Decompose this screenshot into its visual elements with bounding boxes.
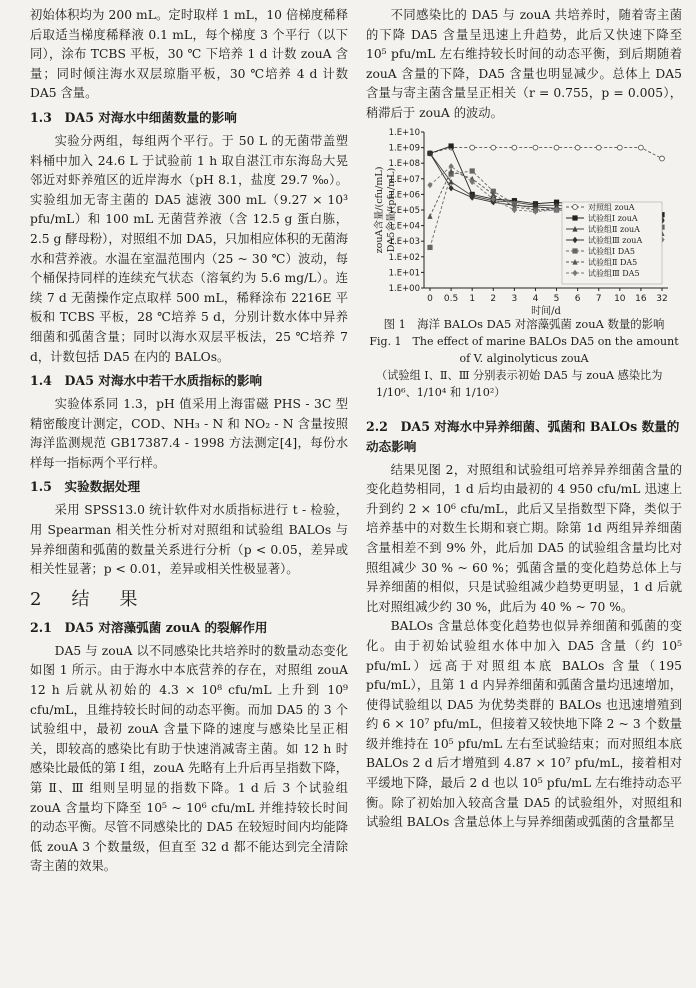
legend-label: 试验组Ⅰ DA5: [588, 246, 635, 256]
data-point: [427, 213, 432, 219]
data-point: [427, 244, 432, 249]
data-point: [448, 143, 453, 148]
data-point: [448, 163, 453, 169]
y-tick-label: 1.E+07: [388, 174, 420, 185]
figure-1-chart: [366, 124, 682, 316]
legend-label: 试验组Ⅲ DA5: [588, 268, 640, 278]
data-point: [617, 145, 622, 150]
y-tick-label: 1.E+00: [388, 283, 420, 294]
y-tick-label: 1.E+02: [388, 252, 420, 263]
right-column: [366, 6, 682, 833]
data-point: [470, 145, 475, 150]
section-1-3-heading: 1.3 DA5 对海水中细菌数量的影响: [30, 109, 237, 125]
legend-label: 对照组 zouA: [588, 202, 635, 212]
section-1-4-body: 实验体系同 1.3，pH 值采用上海雷磁 PHS - 3C 型精密酸度计测定，COD、NH₃ - N 和 NO₂ - N 含量按照海洋监测规范 GB17387.4 - 1998 方法测定[4]，每份水样每一指标两个平行样。: [30, 397, 348, 470]
y-tick-label: 1.E+01: [388, 267, 420, 278]
x-tick-label: 0: [427, 293, 433, 304]
section-2-2-heading: 2.2 DA5 对海水中异养细菌、弧菌和 BALOs 数量的动态影响: [366, 418, 680, 454]
x-axis-title: 时间/d: [531, 305, 561, 316]
section-1-5-body: 采用 SPSS13.0 统计软件对水质指标进行 t - 检验，用 Spearman 相关性分析对对照组和试验组 BALOs 与异养细菌和弧菌的数量关系进行分析（p < 0.05，差异或相关性显著；p < 0.01，差异或相关性极显著）。: [30, 503, 348, 577]
data-point: [470, 168, 475, 173]
legend-label: 试验组Ⅱ zouA: [588, 224, 640, 234]
x-tick-label: 1: [469, 293, 476, 304]
y-tick-label: 1.E+05: [388, 205, 420, 216]
x-tick-label: 0.5: [443, 293, 459, 304]
data-point: [512, 206, 517, 212]
section-1-3-body: 实验分两组，每组两个平行。于 50 L 的无菌带盖塑料桶中加入 24.6 L 于试验前 1 h 取自湛江市东海岛大晃邻近对虾养殖区的近岸海水（pH 8.1，盐度 29.7 ‰）。实验组加无寄主菌的 DA5 滤液 300 mL（9.27 × 10³ pfu/mL）和 100 mL 无菌营养液（含 12.5 g 蛋白胨，2.5 g 酵母粉），对照组不加 DA5，只加相应体积的无菌海水和营养液。水温在室温范围内（25 ~ 30 ℃）波动，每个桶保持同样的连续充气状态（溶氧约为 5.6 mg/L）。连续 7 d 无菌操作定点取样 500 mL，稀释涂布 2216E 平板和 TCBS 平板，28 ℃培养 5 d，分别计数水体中异养细菌和弧菌含量；同时以海水双层平板法，25 ℃培养 7 d，计数包括 DA5 在内的 BALOs。: [30, 133, 348, 364]
data-point: [575, 145, 580, 150]
results-heading: 2 结 果: [30, 588, 144, 610]
x-tick-label: 6: [574, 293, 581, 304]
data-point: [533, 145, 538, 150]
dynamics-paragraph: 不同感染比的 DA5 与 zouA 共培养时，随着寄主菌的下降 DA5 含量呈迅速上升趋势，此后又快速下降至 10⁵ pfu/mL 左右维持较长时间的动态平衡，到后期随着 zouA 含量的下降，DA5 含量也明显减少。总体上 DA5 含量与寄主菌含量呈正相关（r = 0.755，p = 0.005），稍滞后于 zouA 的波动。: [366, 8, 682, 120]
legend-marker: [572, 215, 577, 220]
section-1-4-heading: 1.4 DA5 对海水中若干水质指标的影响: [30, 373, 263, 389]
data-point: [427, 181, 432, 187]
y-tick-label: 1.E+08: [388, 158, 420, 169]
y-tick-label: 1.E+09: [388, 143, 420, 154]
x-tick-label: 10: [614, 293, 626, 304]
data-point: [596, 145, 601, 150]
legend-label: 试验组Ⅰ zouA: [588, 213, 638, 223]
y-axis-title: zouA含量/(cfu/mL)DA5含量/(pfu/mL): [374, 166, 397, 253]
data-point: [639, 145, 644, 150]
data-point: [512, 145, 517, 150]
legend-label: 试验组Ⅱ DA5: [588, 257, 638, 267]
figure-1: [366, 124, 682, 401]
section-1-5-heading: 1.5 实验数据处理: [30, 479, 141, 495]
section-2-2-body-a: 结果见图 2，对照组和试验组可培养异养细菌含量的变化趋势相同，1 d 后均由最初的 4 950 cfu/mL 迅速上升到约 2 × 10⁶ cfu/mL，此后又呈指数型下降，类似于培养基中的对数生长期和衰亡期。除第 1d 两组异养细菌含量相差不到 9% 外，此后加 DA5 的试验组含量均比对照组减少 30 % ~ 60 %；弧菌含量的变化趋势总体上与异养细菌的相似，只是试验组减少趋势更明显，1 d 后就比对照组减少约 30 %，此后为 40 % ~ 70 %。: [366, 462, 682, 614]
legend-label: 试验组Ⅲ zouA: [588, 235, 643, 245]
data-point: [660, 156, 665, 161]
x-tick-label: 4: [532, 293, 539, 304]
figure-1-caption-en: Fig. 1 The effect of marine BALOs DA5 on the amount of V. alginolyticus zouA: [369, 334, 679, 365]
series-line-1: [430, 147, 662, 158]
data-point: [470, 178, 475, 184]
figure-1-caption-cn: 图 1 海洋 BALOs DA5 对溶藻弧菌 zouA 数量的影响: [383, 316, 665, 331]
x-tick-label: 2: [490, 293, 497, 304]
figure-1-note: （试验组 Ⅰ、Ⅱ、Ⅲ 分别表示初始 DA5 与 zouA 感染比为 1/10⁶、1/10⁴ 和 1/10²）: [376, 368, 663, 399]
legend-marker: [573, 204, 578, 209]
x-tick-label: 5: [553, 293, 560, 304]
intro-paragraph: 初始体积均为 200 mL。定时取样 1 mL，10 倍梯度稀释后取适当梯度稀释液 0.1 mL，每个梯度 3 个平行（以下同），涂布 TCBS 平板，30 ℃ 下培养 1 d 计数 zouA 含量；同时倾注海水双层琼脂平板，30 ℃培养 4 d 计数 DA5 含量。: [30, 8, 348, 101]
x-tick-label: 16: [635, 293, 647, 304]
x-tick-label: 7: [595, 293, 602, 304]
legend-marker: [572, 248, 577, 253]
section-2-2-body-b: BALOs 含量总体变化趋势也似异养细菌和弧菌的变化。由于初始试验组水体中加入 DA5 含量（约 10⁵ pfu/mL）远高于对照组本底 BALOs 含量（195 pfu/mL），且第 1 d 内异养细菌和弧菌含量均迅速增加，使得试验组以 DA5 为优势类群的 BALOs 也迅速增殖到约 6 × 10⁷ pfu/mL，但接着又较快地下降 2 ~ 3 个数量级并维持在 10⁵ pfu/mL 左右至试验结束；而对照组本底 BALOs 2 d 后才增殖到 4.87 × 10⁷ pfu/mL，接着相对平缓地下降，最后 2 d 也以 10⁵ pfu/mL 左右维持动态平衡。除了初始加入较高含量 DA5 的试验组外，对照组和试验组 BALOs 含量总体上与异养细菌或弧菌的含量都呈: [366, 619, 682, 830]
y-tick-label: 1.E+10: [388, 127, 420, 138]
left-column: [30, 6, 348, 877]
y-tick-label: 1.E+03: [388, 236, 420, 247]
data-point: [491, 145, 496, 150]
x-tick-label: 3: [511, 293, 518, 304]
section-2-1-body: DA5 与 zouA 以不同感染比共培养时的数量动态变化如图 1 所示。由于海水中本底营养的存在，对照组 zouA 12 h 后就从初始的 4.3 × 10⁸ cfu/mL 上升到 10⁹ cfu/mL，且维持较长时间的动态平衡。而加 DA5 的 3 个试验组中，最初 zouA 含量下降的速度与感染比呈正相关，即较高的感染比有助于快速消减寄主菌。如 12 h 时感染比最低的第 Ⅰ 组，zouA 先略有上升后再呈指数下降，第 Ⅱ、Ⅲ 组则呈明显的指数下降。1 d 后 3 个试验组 zouA 含量均下降至 10⁵ ~ 10⁶ cfu/mL 并维持较长时间的动态平衡。尽管不同感染比的 DA5 在较短时间内均能降低 zouA 3 个数量级，但直至 32 d 都不能达到完全清除寄主菌的效果。: [30, 643, 348, 874]
data-point: [554, 145, 559, 150]
y-tick-label: 1.E+06: [388, 189, 420, 200]
x-tick-label: 32: [656, 293, 668, 304]
section-2-1-heading: 2.1 DA5 对溶藻弧菌 zouA 的裂解作用: [30, 619, 268, 635]
y-tick-label: 1.E+04: [388, 221, 420, 232]
